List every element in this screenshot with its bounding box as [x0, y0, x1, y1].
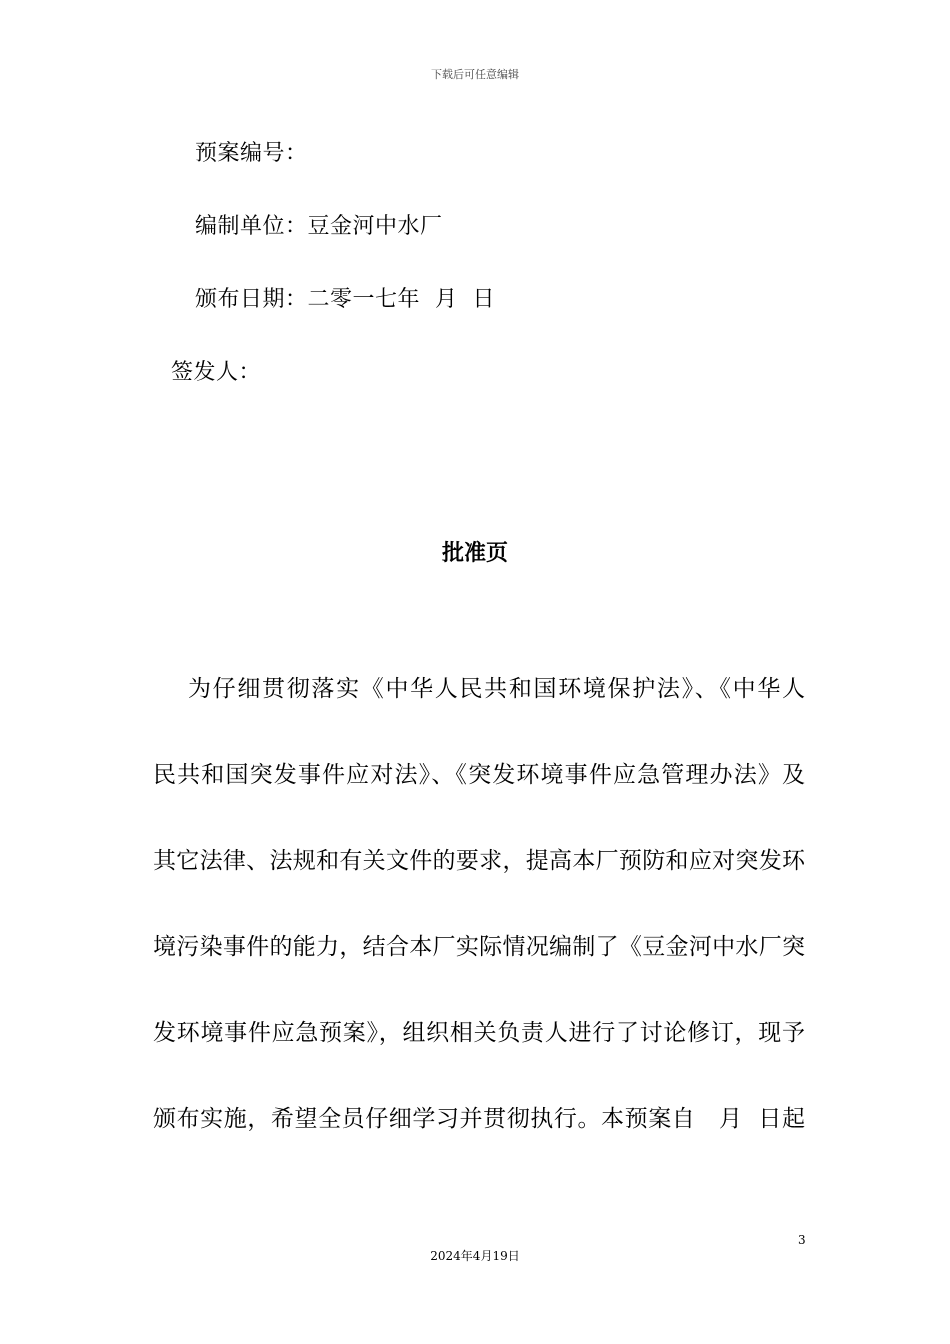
page-footer-date: 2024年4月19日 — [430, 1249, 520, 1263]
approval-page-title: 批准页 — [441, 541, 508, 566]
page-number: 3 — [798, 1233, 806, 1247]
paragraph-line: 境污染事件的能力，结合本厂实际情况编制了《豆金河中水厂突 — [153, 934, 805, 960]
date-field: 颁布日期：二零一七年 月 日 — [195, 287, 495, 312]
signer-field: 签发人： — [171, 360, 262, 385]
paragraph-line: 其它法律、法规和有关文件的要求，提高本厂预防和应对突发环 — [153, 848, 805, 874]
paragraph-line: 颁布实施，希望全员仔细学习并贯彻执行。本预案自 月 日起 — [153, 1106, 805, 1132]
plan-number-field: 预案编号： — [195, 141, 308, 166]
paragraph-line: 民共和国突发事件应对法》、《突发环境事件应急管理办法》及 — [153, 762, 805, 788]
page-header: 下载后可任意编辑 — [431, 68, 519, 81]
unit-field: 编制单位：豆金河中水厂 — [195, 214, 443, 239]
paragraph-line: 为仔细贯彻落实《中华人民共和国环境保护法》、《中华人 — [188, 676, 805, 702]
paragraph-line: 发环境事件应急预案》，组织相关负责人进行了讨论修订，现予 — [153, 1020, 805, 1046]
